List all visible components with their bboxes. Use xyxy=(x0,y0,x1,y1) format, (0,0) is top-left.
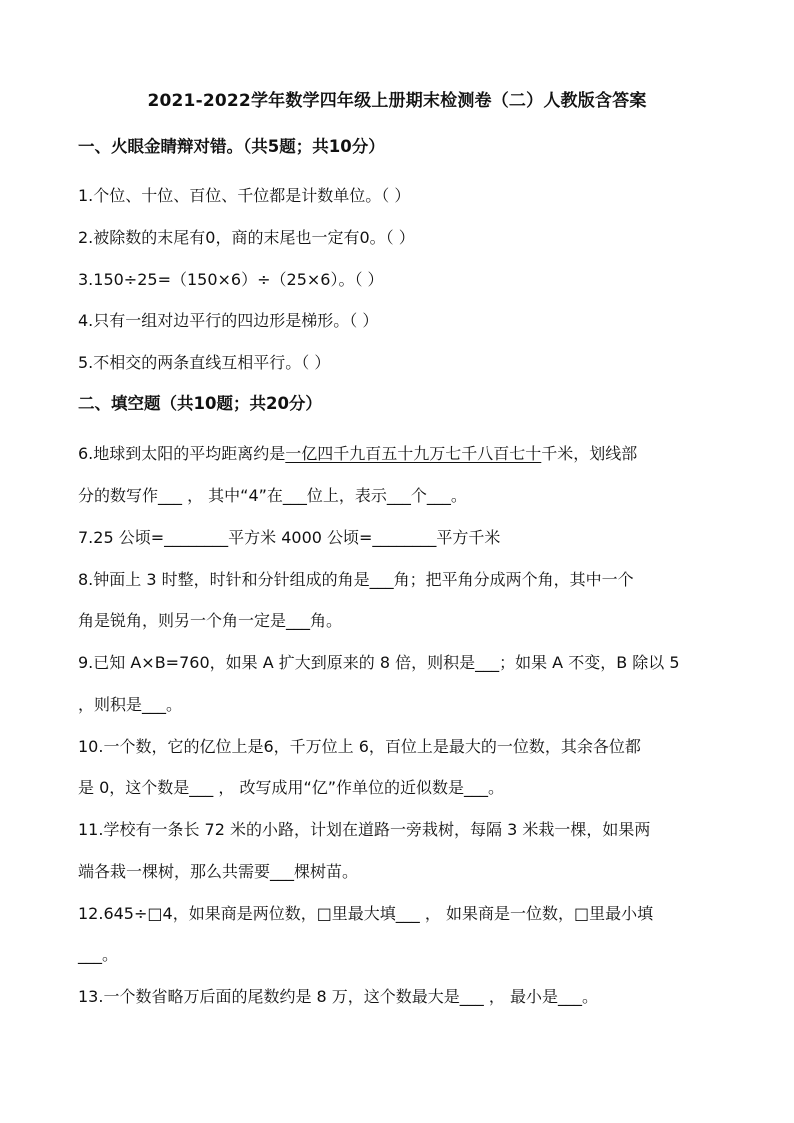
question-6-underlined-number: 一亿四千九百五十九万七千八百七十 xyxy=(285,444,542,463)
question-8-line-2: 角是锐角，则另一个角一定是___角。 xyxy=(78,611,343,630)
question-3: 3.150÷25=（150×6）÷（25×6）。（ ） xyxy=(78,270,384,289)
question-11-line-1: 11.学校有一条长 72 米的小路，计划在道路一旁栽树，每隔 3 米栽一棵，如果两 xyxy=(78,820,651,839)
question-8-line-1: 8.钟面上 3 时整，时针和分针组成的角是___角；把平角分成两个角，其中一个 xyxy=(78,570,634,589)
question-4: 4.只有一组对边平行的四边形是梯形。（ ） xyxy=(78,311,379,330)
section-1-heading: 一、火眼金睛辩对错。（共5题；共10分） xyxy=(78,137,385,156)
question-9-line-1: 9.已知 A×B=760，如果 A 扩大到原来的 8 倍，则积是___；如果 A 不变，B 除以 5 xyxy=(78,653,680,672)
question-6-line-2: 分的数写作___ ， 其中“4”在___位上，表示___个___。 xyxy=(78,486,467,505)
question-6-line-1 xyxy=(78,444,728,464)
question-5: 5.不相交的两条直线互相平行。（ ） xyxy=(78,353,331,372)
question-12-line-2: ___。 xyxy=(78,945,119,964)
page-title: 2021-2022学年数学四年级上册期末检测卷（二）人教版含答案 xyxy=(147,91,647,111)
question-13: 13.一个数省略万后面的尾数约是 8 万，这个数最大是___ ， 最小是___。 xyxy=(78,987,598,1006)
question-2: 2.被除数的末尾有0，商的末尾也一定有0。（ ） xyxy=(78,228,415,247)
section-2-heading: 二、填空题（共10题；共20分） xyxy=(78,394,322,413)
question-10-line-2: 是 0，这个数是___ ， 改写成用“亿”作单位的近似数是___。 xyxy=(78,778,505,797)
question-11-line-2: 端各栽一棵树，那么共需要___棵树苗。 xyxy=(78,862,359,881)
question-6-suffix: 千米，划线部 xyxy=(541,444,638,463)
question-9-line-2: ，则积是___。 xyxy=(78,695,183,714)
question-12-line-1: 12.645÷□4，如果商是两位数，□里最大填___ ， 如果商是一位数，□里最小填 xyxy=(78,904,654,923)
question-7: 7.25 公顷=________平方米 4000 公顷=________平方千米 xyxy=(78,528,501,547)
question-6-prefix: 6.地球到太阳的平均距离约是 xyxy=(78,444,286,463)
question-1: 1.个位、十位、百位、千位都是计数单位。（ ） xyxy=(78,186,411,205)
question-10-line-1: 10.一个数，它的亿位上是6，千万位上 6，百位上是最大的一位数，其余各位都 xyxy=(78,737,641,756)
